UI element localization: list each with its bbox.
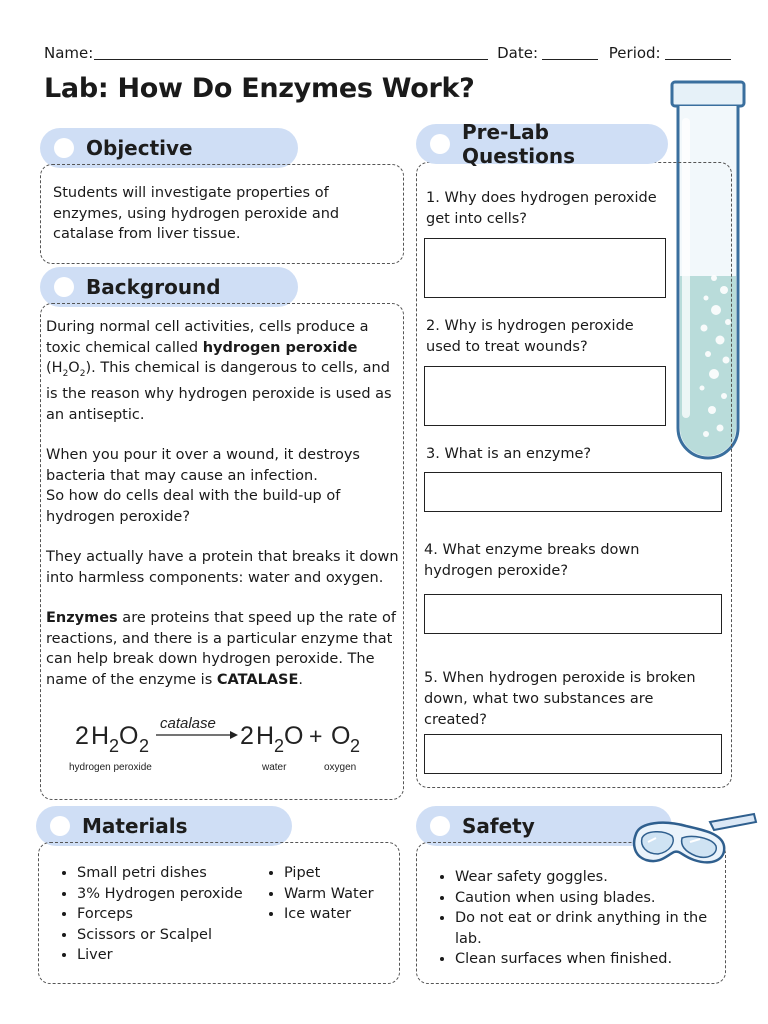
bullet-dot-icon bbox=[430, 134, 450, 154]
list-item: • Warm Water bbox=[284, 884, 414, 905]
background-paragraph-5: Enzymes are proteins that speed up the rate of reactions, and there is a particular enzyme that can help break down hydrogen peroxide. The name of the enzyme is CATALASE. bbox=[46, 610, 396, 688]
background-paragraph-2: When you pour it over a wound, it destroys bacteria that may cause an infection. bbox=[46, 447, 360, 484]
bullet-dot-icon bbox=[54, 138, 74, 158]
eq-label-oxygen: oxygen bbox=[324, 762, 357, 773]
list-item: • Clean surfaces when finished. bbox=[455, 949, 725, 970]
date-field[interactable] bbox=[542, 59, 598, 60]
background-paragraph-4: They actually have a protein that breaks it down into harmless components: water and oxygen. bbox=[46, 549, 399, 586]
eq-o-2: O bbox=[284, 722, 304, 750]
eq-sub-1: 2 bbox=[109, 736, 120, 756]
name-field[interactable] bbox=[94, 59, 488, 60]
catalase-equation bbox=[64, 708, 384, 778]
materials-list-1 bbox=[57, 863, 277, 966]
safety-goggles-icon bbox=[630, 808, 760, 872]
background-paragraph-3: So how do cells deal with the build-up of hydrogen peroxide? bbox=[46, 488, 341, 525]
list-item: • 3% Hydrogen peroxide bbox=[77, 884, 277, 905]
eq-sub-2: 2 bbox=[139, 736, 150, 756]
objective-heading: Objective bbox=[40, 128, 298, 168]
objective-box bbox=[40, 164, 404, 264]
eq-coef-1: 2 bbox=[75, 722, 89, 750]
materials-heading: Materials bbox=[36, 806, 292, 846]
list-item: • Caution when using blades. bbox=[455, 888, 725, 909]
safety-heading: Safety bbox=[416, 806, 672, 846]
eq-arrow-head bbox=[230, 731, 238, 739]
eq-o-3: O bbox=[331, 722, 351, 750]
period-field[interactable] bbox=[665, 59, 731, 60]
eq-h-2: H bbox=[256, 722, 275, 750]
eq-arrow-label: catalase bbox=[160, 715, 216, 732]
answer-box-1[interactable] bbox=[424, 238, 666, 298]
eq-sub-3: 2 bbox=[274, 736, 285, 756]
eq-label-peroxide: hydrogen peroxide bbox=[69, 762, 152, 773]
answer-box-3[interactable] bbox=[424, 472, 722, 512]
materials-list-2 bbox=[264, 863, 414, 925]
list-item: • Pipet bbox=[284, 863, 414, 884]
prelab-heading: Pre-Lab Questions bbox=[416, 124, 668, 164]
list-item: • Scissors or Scalpel bbox=[77, 925, 277, 946]
prelab-question-1: 1. Why does hydrogen peroxide get into cells? bbox=[426, 190, 657, 227]
list-item: • Do not eat or drink anything in the lab. bbox=[455, 908, 725, 949]
prelab-question-5: 5. When hydrogen peroxide is broken down, what two substances are created? bbox=[424, 670, 696, 728]
background-heading: Background bbox=[40, 267, 298, 307]
eq-label-water: water bbox=[262, 762, 287, 773]
bullet-dot-icon bbox=[430, 816, 450, 836]
background-paragraph-1: During normal cell activities, cells produce a toxic chemical called hydrogen peroxide $(H_2O_2)$. This chemical is dangerous to cells, and is the reason why hydrogen peroxide is used as an antiseptic. bbox=[46, 319, 392, 423]
answer-box-4[interactable] bbox=[424, 594, 722, 634]
bullet-dot-icon bbox=[50, 816, 70, 836]
eq-sub-4: 2 bbox=[350, 736, 361, 756]
eq-h-1: H bbox=[91, 722, 110, 750]
list-item: • Wear safety goggles. bbox=[455, 867, 725, 888]
header-line: Name: Date: Period: bbox=[44, 44, 734, 62]
list-item: • Forceps bbox=[77, 904, 277, 925]
answer-box-2[interactable] bbox=[424, 366, 666, 426]
answer-box-5[interactable] bbox=[424, 734, 722, 774]
eq-plus: + bbox=[309, 723, 323, 749]
safety-list bbox=[435, 867, 725, 970]
eq-o-1: O bbox=[119, 722, 139, 750]
objective-text: Students will investigate properties of enzymes, using hydrogen peroxide and catalase from liver tissue. bbox=[53, 185, 340, 242]
page-title: Lab: How Do Enzymes Work? bbox=[44, 73, 475, 104]
list-item: • Ice water bbox=[284, 904, 414, 925]
list-item: • Liver bbox=[77, 945, 277, 966]
prelab-question-3: 3. What is an enzyme? bbox=[426, 446, 592, 462]
materials-box bbox=[38, 842, 400, 984]
eq-coef-2: 2 bbox=[240, 722, 254, 750]
prelab-question-2: 2. Why is hydrogen peroxide used to treat wounds? bbox=[426, 318, 634, 355]
bullet-dot-icon bbox=[54, 277, 74, 297]
list-item: • Small petri dishes bbox=[77, 863, 277, 884]
prelab-question-4: 4. What enzyme breaks down hydrogen peroxide? bbox=[424, 542, 640, 579]
